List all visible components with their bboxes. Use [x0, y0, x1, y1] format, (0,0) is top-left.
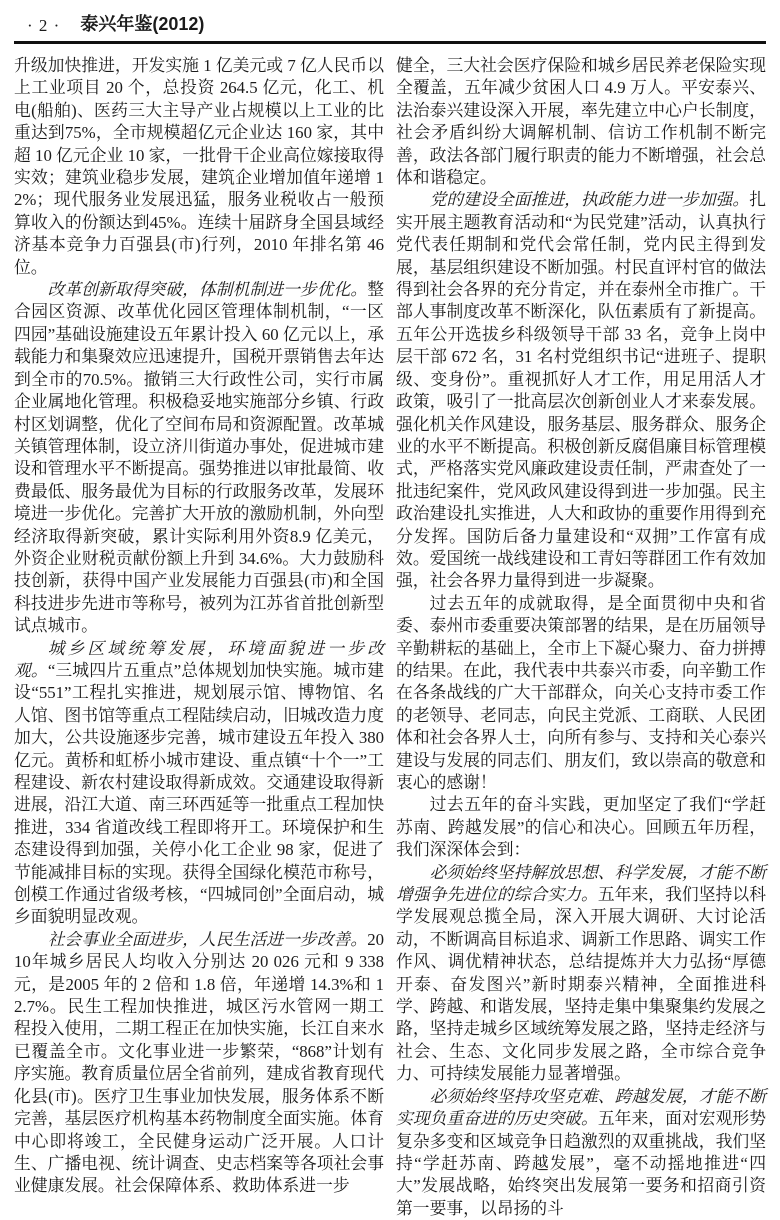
paragraph	[396, 1086, 766, 1220]
paragraph-continuation	[14, 55, 384, 279]
paragraph-text: 过去五年的成就取得，是全面贯彻中央和省委、泰州市委重要决策部署的结果，是在历届领导辛勤耕耘的基础上，全市上下凝心聚力、奋力拼搏的结果。在此，我代表中共泰兴市委，向辛勤工作在各条战线的广大干部群众，向关心支持市委工作的老领导、老同志，向民主党派、工商联、人民团体和社会各界人士，向所有参与、支持和关心泰兴建设与发展的同志们、朋友们，致以崇高的敬意和衷心的感谢！	[396, 593, 766, 792]
paragraph	[396, 794, 766, 861]
paragraph-text: 扎实开展主题教育活动和“为民党建”活动，认真执行党代表任期制和党代会常任制，党内民主得到发展，基层组织建设不断加强。村民直评村官的做法得到社会各界的充分肯定，并在泰州全市推广。干部人事制度改革不断深化，队伍素质有了新提高。五年公开选拔乡科级领导干部 33 名，竞争上岗中层干部 672 名，31 名村党组织书记“进班子、提职级、变身份”。重视抓好人才工作，用足用活人才政策，吸引了一批高层次创新创业人才来泰发展。强化机关作风建设，服务基层、服务群众、服务企业的水平不断提高。积极创新反腐倡廉目标管理模式，严格落实党风廉政建设责任制，严肃查处了一批违纪案件，党风政风建设得到进一步加强。民主政治建设扎实推进，人大和政协的重要作用得到充分发挥。国防后备力量建设和“双拥”工作富有成效。爱国统一战线建设和工青妇等群团工作有效加强，社会各界力量得到进一步凝聚。	[396, 190, 766, 591]
paragraph-lead: 改革创新取得突破，体制机制进一步优化。	[47, 280, 368, 300]
paragraph-continuation	[396, 55, 766, 189]
paragraph-text: 五年来，我们坚持以科学发展观总揽全局，深入开展大调研、大讨论活动，不断调高目标追求、调新工作思路、调实工作作风、调优精神状态，总结提炼并大力弘扬“厚德开泰、奋发图兴”新时期泰兴精神，全面推进科学、跨越、和谐发展，坚持走集中集聚集约发展之路，坚持走城乡区域统筹发展之路，坚持走经济与社会、生态、文化同步发展之路，全市综合竞争力、可持续发展能力显著增强。	[396, 885, 766, 1084]
paragraph-text: “三城四片五重点”总体规划加快实施。城市建设“551”工程扎实推进，规划展示馆、博物馆、名人馆、图书馆等重点工程陆续启动，旧城改造力度加大，公共设施逐步完善，城市建设五年投入 380 亿元。黄桥和虹桥小城市建设、重点镇“十个一”工程建设、新农村建设取得新成效。交通建设取得新进展，沿江大道、南三环西延等一批重点工程加快推进，334 省道改线工程即将开工。环境保护和生态建设得到加强，关停小化工企业 98 家，促进了节能减排目标的实现。获得全国绿化模范市称号，创模工作通过省级考核，“四城同创”全面启动，城乡面貌明显改观。	[14, 660, 384, 927]
paragraph-text: 升级加快推进，开发实施 1 亿美元或 7 亿人民币以上工业项目 20 个，总投资 264.5 亿元，化工、机电(船舶)、医药三大主导产业占规模以上工业的比重达到75%，全市规模超亿元企业达 160 家，其中超 10 亿元企业 10 家，一批骨干企业高位嫁接取得实效；建筑业稳步发展，建筑企业增加值年递增 12%；现代服务业发展迅猛，服务业税收占一般预算收入的份额达到45%。连续十届跻身全国县域经济基本竞争力百强县(市)行列，2010 年排名第 46 位。	[14, 56, 384, 277]
page-header	[14, 0, 766, 44]
paragraph-text: 2010年城乡居民人均收入分别达 20 026 元和 9 338 元，是2005 年的 2 倍和 1.8 倍，年递增 14.3%和 12.7%。民生工程加快推进，城区污水管网一期工程投入使用，二期工程正在加快实施，长江自来水已覆盖全市。文化事业进一步繁荣，“868”计划有序实施。教育质量位居全省前列，建成省教育现代化县(市)。医疗卫生事业加快发展，服务体系不断完善，基层医疗机构基本药物制度全面实施。体育中心即将竣工，全民健身运动广泛开展。人口计生、广播电视、统计调查、史志档案等各项社会事业健康发展。社会保障体系、救助体系进一步	[14, 929, 384, 1196]
page-body	[14, 55, 766, 1220]
paragraph-lead: 城乡区域统筹发展，环境面貌进一步改观。	[14, 638, 384, 680]
book-title: 泰兴年鉴(2012)	[80, 14, 205, 34]
paragraph	[396, 593, 766, 795]
paragraph-text: 整合园区资源、改革优化园区管理体制机制，“一区四园”基础设施建设五年累计投入 60 亿元以上，承载能力和集聚效应迅速提升，国税开票销售去年达到全市的70.5%。撤销三大行政性公司，实行市属企业属地化管理。积极稳妥地实施部分乡镇、行政村区划调整，优化了空间布局和资源配置。改革城关镇管理体制，设立济川街道办事处，促进城市建设和管理水平不断提高。强势推进以审批最简、收费最低、服务最优为目标的行政服务改革，发展环境进一步优化。完善扩大开放的激励机制，外向型经济取得新突破，累计实际利用外资8.9 亿美元，外资企业财税贡献份额上升到 34.6%。大力鼓励科技创新，获得中国产业发展能力百强县(市)和全国科技进步先进市等称号，被列为江苏省首批创新型试点城市。	[14, 280, 384, 636]
paragraph	[14, 279, 384, 638]
page-number: · 2 ·	[27, 16, 61, 35]
paragraph	[396, 862, 766, 1086]
paragraph-lead: 社会事业全面进步，人民生活进一步改善。	[47, 929, 368, 949]
paragraph-lead: 党的建设全面推进，执政能力进一步加强。	[429, 190, 750, 210]
paragraph-text: 过去五年的奋斗实践，更加坚定了我们“学赶苏南、跨越发展”的信心和决心。回顾五年历程，我们深深体会到：	[396, 795, 766, 860]
left-column	[14, 55, 384, 1220]
paragraph-text: 五年来，面对宏观形势复杂多变和区域竞争日趋激烈的双重挑战，我们坚持“学赶苏南、跨越发展”，毫不动摇地推进“四大”发展战略，始终突出发展第一要务和招商引资第一要事，以昂扬的斗	[396, 1109, 766, 1218]
paragraph	[14, 638, 384, 929]
right-column	[396, 55, 766, 1220]
paragraph-lead: 必须始终坚持攻坚克难、跨越发展，才能不断实现负重奋进的历史突破。	[396, 1086, 766, 1129]
paragraph	[14, 929, 384, 1198]
paragraph-text: 健全，三大社会医疗保险和城乡居民养老保险实现全覆盖，五年减少贫困人口 4.9 万人。平安泰兴、法治泰兴建设深入开展，率先建立中心户长制度，社会矛盾纠纷大调解机制、信访工作机制不断完善，政法各部门履行职责的能力不断增强，社会总体和谐稳定。	[396, 56, 766, 188]
paragraph-lead: 必须始终坚持解放思想、科学发展，才能不断增强争先进位的综合实力。	[396, 862, 766, 905]
paragraph	[396, 189, 766, 592]
